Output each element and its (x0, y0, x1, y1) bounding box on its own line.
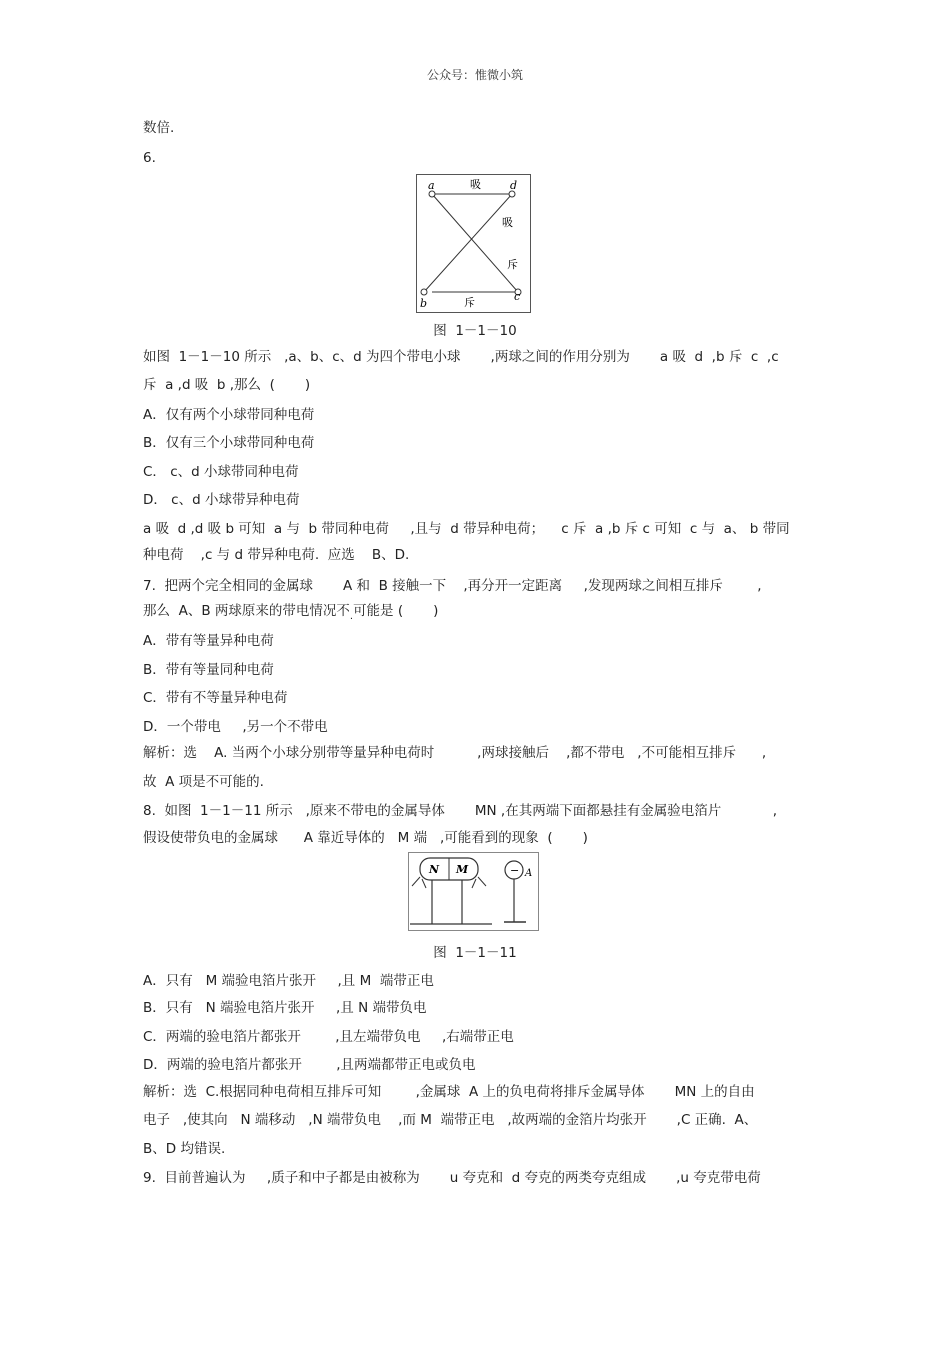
ball-a-label: A (525, 868, 533, 879)
question-8-stem-line1: 8. 如图 1－1－11 所示 ,原来不带电的金属导体 MN ,在其两端下面都悬挂有金属验电箔片 , (143, 803, 778, 819)
question-6-option-c: C． c、d 小球带同种电荷 (143, 464, 299, 480)
question-6-number: 6. (143, 150, 156, 166)
question-7-stem-line1: 7. 把两个完全相同的金属球 A 和 B 接触一下 ,再分开一定距离 ,发现两球之间相互排斥 , (143, 578, 762, 594)
ball-a-label: a (428, 179, 435, 192)
question-7-option-a: A．带有等量异种电荷 (143, 633, 274, 649)
figure-1-1-10 (416, 174, 532, 314)
question-8-solution-line2: 电子 ,使其向 N 端移动 ,N 端带负电 ,而 M 端带正电 ,故两端的金箔片均张开 ,C 正确. A、 (143, 1112, 758, 1128)
ball-d-label: d (510, 179, 518, 192)
question-7-option-c: C．带有不等量异种电荷 (143, 690, 288, 706)
label-right-repel: 斥 (507, 258, 518, 271)
question-7-stem-part2: 可能是 ( ) (353, 603, 439, 619)
text-line: 数倍. (143, 120, 175, 136)
question-7-solution-line1: 解析：选 A. 当两个小球分别带等量异种电荷时 ,两球接触后 ,都不带电 ,不可能相互排斥 , (143, 745, 767, 761)
question-8-solution-line3: B、D 均错误. (143, 1141, 226, 1157)
page-header: 公众号：惟微小筑 (426, 68, 523, 82)
question-6-option-a: A．仅有两个小球带同种电荷 (143, 407, 315, 423)
question-7-stem-line2 (143, 602, 438, 622)
label-top-attract: 吸 (470, 178, 481, 191)
question-7-option-b: B．带有等量同种电荷 (143, 662, 274, 678)
question-8-solution-line1: 解析：选 C.根据同种电荷相互排斥可知 ,金属球 A 上的负电荷将排斥金属导体 MN 上的自由 (143, 1084, 755, 1100)
label-right-attract: 吸 (502, 216, 513, 229)
question-8-option-b: B．只有 N 端验电箔片张开 ,且 N 端带负电 (143, 1000, 427, 1016)
question-8-option-c: C．两端的验电箔片都张开 ,且左端带负电 ,右端带正电 (143, 1029, 514, 1045)
question-8-stem-line2: 假设使带负电的金属球 A 靠近导体的 M 端 ,可能看到的现象 ( ) (143, 830, 588, 846)
question-7-option-d: D．一个带电 ,另一个不带电 (143, 719, 328, 735)
ball-c-label: c (514, 290, 521, 303)
question-6-option-b: B．仅有三个小球带同种电荷 (143, 435, 315, 451)
question-8-option-a: A．只有 M 端验电箔片张开 ,且 M 端带正电 (143, 973, 434, 989)
conductor-n-label: N (429, 863, 440, 876)
emphasis-dot: . (349, 611, 354, 622)
conductor-m-label: M (456, 863, 469, 876)
question-8-option-d: D．两端的验电箔片都张开 ,且两端都带正电或负电 (143, 1057, 476, 1073)
question-7-stem-part1: 那么 A、B 两球原来的带电情况不 (143, 603, 350, 619)
figure-1-1-10-caption: 图 1－1－10 (433, 323, 517, 339)
figure-1-1-11-caption: 图 1－1－11 (433, 945, 517, 961)
question-6-option-d: D． c、d 小球带异种电荷 (143, 492, 300, 508)
figure-1-1-11 (408, 852, 540, 932)
question-6-stem-line1: 如图 1－1－10 所示 ,a、b、c、d 为四个带电小球 ,两球之间的作用分别为 a 吸 d ,b 斥 c ,c (143, 349, 779, 365)
question-9-stem-line1: 9. 目前普遍认为 ,质子和中子都是由被称为 u 夸克和 d 夸克的两类夸克组成 ,u 夸克带电荷 (143, 1170, 761, 1186)
label-bottom-repel: 斥 (464, 296, 475, 309)
ball-b-label: b (420, 297, 428, 310)
question-7-solution-line2: 故 A 项是不可能的. (143, 774, 264, 790)
question-6-solution-line2: 种电荷 ,c 与 d 带异种电荷. 应选 B、D. (143, 547, 410, 563)
ball-negative-sign: − (510, 864, 520, 877)
question-6-solution-line1: a 吸 d ,d 吸 b 可知 a 与 b 带同种电荷 ,且与 d 带异种电荷； c 斥 a ,b 斥 c 可知 c 与 a、 b 带同 (143, 521, 790, 537)
question-6-stem-line2: 斥 a ,d 吸 b ,那么 ( ) (143, 377, 311, 393)
